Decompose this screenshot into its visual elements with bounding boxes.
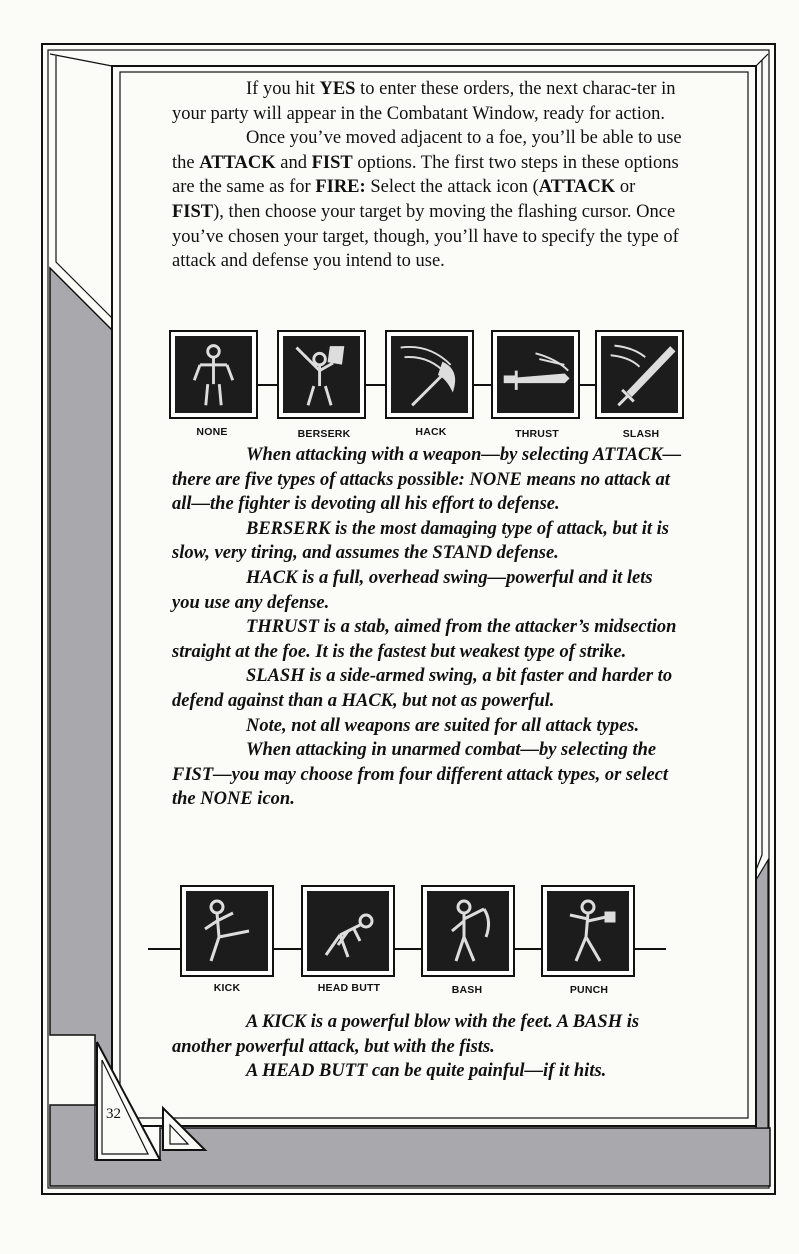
text-run: Once you’ve moved adjacent to a foe, you’ll be able to use the (172, 128, 682, 173)
thrust-icon (491, 330, 580, 419)
berserk-icon (277, 330, 366, 419)
intro-text (172, 77, 682, 274)
icon-label-none: NONE (196, 426, 228, 438)
paragraph: A KICK is a powerful blow with the feet. A BASH is another powerful attack, but with the fists. (172, 1012, 640, 1057)
keyword-fist: FIST (311, 152, 353, 173)
paragraph: BERSERK is the most damaging type of attack, but it is slow, very tiring, and assumes the STAND defense. (172, 518, 669, 564)
keyword-attack: ATTACK (538, 177, 616, 198)
icon-label-berserk: BERSERK (297, 428, 351, 440)
text-run: Select the attack icon ( (365, 177, 539, 198)
paragraph: HACK is a full, overhead swing—powerful and it lets you use any defense. (172, 567, 653, 613)
text-run: and (275, 152, 312, 173)
punch-icon (541, 885, 635, 977)
icon-label-slash: SLASH (622, 428, 660, 440)
keyword-attack: ATTACK (199, 152, 276, 173)
none-icon (169, 330, 258, 419)
icon-label-head-butt: HEAD BUTT (317, 982, 381, 994)
paragraph-2 (172, 126, 682, 274)
text-run: ), then choose your target by moving the flashing cursor. Once you’ve chosen your target, though, you’ll have to specify the type of attack and defense you intend to use. (172, 201, 679, 272)
weapon-attack-text (172, 443, 682, 812)
page-number: 32 (106, 1106, 121, 1122)
slash-icon (595, 330, 684, 419)
text-run: to enter these orders, the next charac-ter in your party will appear in the Combatant Window, ready for action. (172, 79, 676, 124)
icon-label-bash: BASH (451, 984, 483, 996)
hack-icon (385, 330, 474, 419)
text-run: If you hit (246, 79, 320, 99)
head-butt-icon (301, 885, 395, 977)
keyword-fire: FIRE: (315, 177, 366, 198)
keyword-yes: YES (319, 79, 356, 99)
text-run: options. The first two steps in these options are the same as for (172, 152, 679, 198)
icon-label-hack: HACK (415, 426, 447, 438)
paragraph: When attacking in unarmed combat—by selecting the FIST—you may choose from four different attack types, or select the NONE icon. (172, 740, 669, 810)
icon-label-punch: PUNCH (569, 984, 609, 996)
paragraph-1 (172, 77, 682, 126)
paragraph: Note, not all weapons are suited for all attack types. (246, 715, 640, 736)
paragraph: SLASH is a side-armed swing, a bit faster and harder to defend against than a HACK, but not as powerful. (172, 666, 673, 711)
bash-icon (421, 885, 515, 977)
text-run: or (615, 177, 636, 198)
fist-attack-text (172, 1010, 682, 1084)
icon-label-kick: KICK (213, 982, 241, 994)
kick-icon (180, 885, 274, 977)
paragraph: THRUST is a stab, aimed from the attacker’s midsection straight at the foe. It is the fastest but weakest type of strike. (172, 617, 677, 662)
icon-label-thrust: THRUST (515, 428, 559, 440)
paragraph: A HEAD BUTT can be quite painful—if it hits. (246, 1061, 607, 1082)
paragraph: When attacking with a weapon—by selecting ATTACK—there are five types of attacks possible: NONE means no attack at all—the fighter is devoting all his effort to defense. (172, 445, 682, 515)
keyword-fist: FIST (172, 201, 214, 222)
